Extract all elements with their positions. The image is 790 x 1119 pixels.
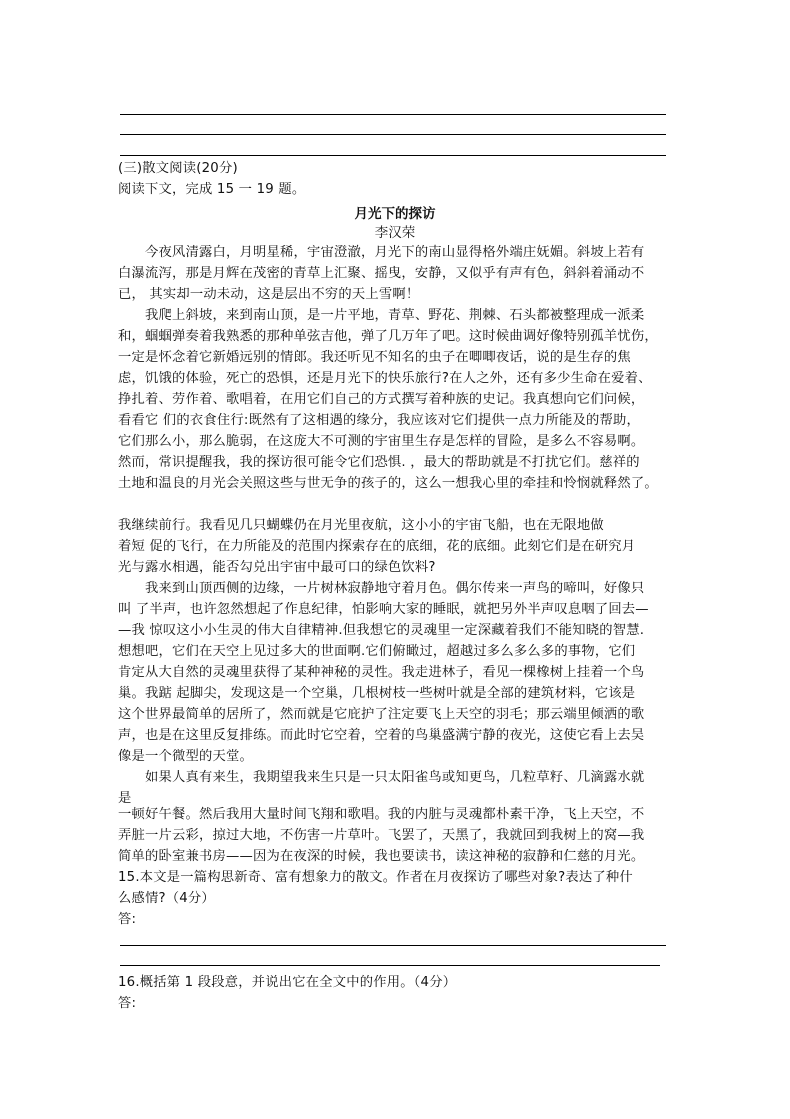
article-line: 一顿好午餐。然后我用大量时间飞翔和歌唱。我的内脏与灵魂都朴素干净，飞上天空，不 [118, 807, 645, 822]
article-line: 光与露水相遇，能否勾兑出宇宙中最可口的绿色饮料? [118, 560, 436, 575]
answer-line [120, 155, 666, 156]
article-line: 我来到山顶西侧的边缘，一片树林寂静地守着月色。偶尔传来一声鸟的啼叫，好像只 [118, 581, 645, 596]
article-line: 我爬上斜坡，来到南山顶，是一片平地，青草、野花、荆棘、石头都被整理成一派柔 [118, 308, 645, 323]
article-author: 李汉荣 [374, 225, 416, 241]
article-line: 声，也是在这里反复排练。而此时它空着，空着的鸟巢盛满宁静的夜光，这使它看上去吴 [118, 728, 645, 743]
article-line: 简单的卧室兼书房——因为在夜深的时候，我也要读书，读这神秘的寂静和仁慈的月光。 [118, 849, 645, 864]
article-line: 土地和温良的月光会关照这些与世无争的孩子的，这么一想我心里的牵挂和怜悯就释然了。 [118, 476, 658, 491]
answer-line [120, 945, 666, 946]
article-line: 着短 促的飞行，在力所能及的范围内探索存在的底细，花的底细。此刻它们是在研究月 [118, 539, 636, 554]
article-line: —我 惊叹这小小生灵的伟大自律精神.但我想它的灵魂里一定深藏着我们不能知晓的智慧. [118, 623, 645, 638]
article-line: 这个世界最简单的居所了，然而就是它庇护了注定要飞上天空的羽毛；那云端里倾洒的歌 [118, 707, 645, 722]
article-line: 像是一个微型的天堂。 [118, 749, 253, 764]
question-16-line-1: 16.概括第 1 段段意，并说出它在全文中的作用。（4分） [118, 975, 457, 990]
article-line: 叫 了半声，也许忽然想起了作息纪律，怕影响大家的睡眠，就把另外半声叹息咽了回去— [118, 602, 649, 617]
article-line: 今夜风清露白，月明星稀，宇宙澄澈，月光下的南山显得格外端庄妩媚。斜坡上若有 [118, 245, 645, 260]
article-line: 虑，饥饿的体验，死亡的恐惧，还是月光下的快乐旅行?在人之外，还有多少生命在爱着、 [118, 371, 652, 386]
question-16-answer-label: 答: [118, 996, 137, 1011]
article-line: 弄脏一片云彩，掠过大地，不伤害一片草叶。飞罢了，天黑了，我就回到我树上的窝—我 [118, 828, 645, 843]
article-line: 已， 其实却一动未动，这是层出不穷的天上雪啊！ [118, 287, 420, 302]
article-line: 一定是怀念着它新婚远别的情郎。我还听见不知名的虫子在唧唧夜话，说的是生存的焦 [118, 350, 631, 365]
article-line: 如果人真有来生，我期望我来生只是一只太阳雀鸟或知更鸟，几粒草籽、几滴露水就 [118, 770, 645, 785]
question-15-line-1: 15.本文是一篇构思新奇、富有想象力的散文。作者在月夜探访了哪些对象?表达了种什 [118, 870, 633, 885]
question-15-answer-label: 答: [118, 912, 137, 927]
article-line: 它们那么小，那么脆弱，在这庞大不可测的宇宙里生存是怎样的冒险，是多么不容易啊。 [118, 434, 645, 449]
answer-line [120, 134, 666, 135]
answer-line [120, 114, 666, 115]
section-heading: (三)散文阅读(20分) [118, 161, 238, 176]
article-line: 想想吧，它们在天空上见过多大的世面啊.它们俯瞰过，超越过多么多么多的事物，它们 [118, 644, 636, 659]
question-15-line-2: 么感情?（4分） [118, 891, 215, 906]
article-line: 白瀑流泻，那是月辉在茂密的青草上汇聚、摇曳，安静，又似乎有声有色，斜斜着涌动不 [118, 266, 645, 281]
article-line: 我继续前行。我看见几只蝴蝶仍在月光里夜航，这小小的宇宙飞船，也在无限地做 [118, 518, 604, 533]
article-line: 是 [118, 791, 132, 806]
article-line: 挣扎着、劳作着、歌唱着，在用它们自己的方式撰写着种族的史记。我真想向它们问候， [118, 392, 645, 407]
section-instruction: 阅读下文，完成 15 一 19 题。 [118, 182, 306, 197]
article-line: 看看它 们的衣食住行:既然有了这相遇的缘分，我应该对它们提供一点力所能及的帮助， [118, 413, 640, 428]
answer-line [120, 965, 660, 966]
article-line: 巢。我踮 起脚尖，发现这是一个空巢，几根树枝一些树叶就是全部的建筑材料，它该是 [118, 686, 636, 701]
article-title: 月光下的探访 [354, 206, 436, 222]
article-line: 和，蝈蝈弹奏着我熟悉的那种单弦吉他，弹了几万年了吧。这时候曲调好像特别孤羊忧伤， [118, 329, 658, 344]
article-line: 肯定从大自然的灵魂里获得了某种神秘的灵性。我走进林子，看见一棵橡树上挂着一个鸟 [118, 665, 645, 680]
article-line: 然而，常识提醒我，我的探访很可能令它们恐惧. ，最大的帮助就是不打扰它们。慈祥的 [118, 455, 640, 470]
